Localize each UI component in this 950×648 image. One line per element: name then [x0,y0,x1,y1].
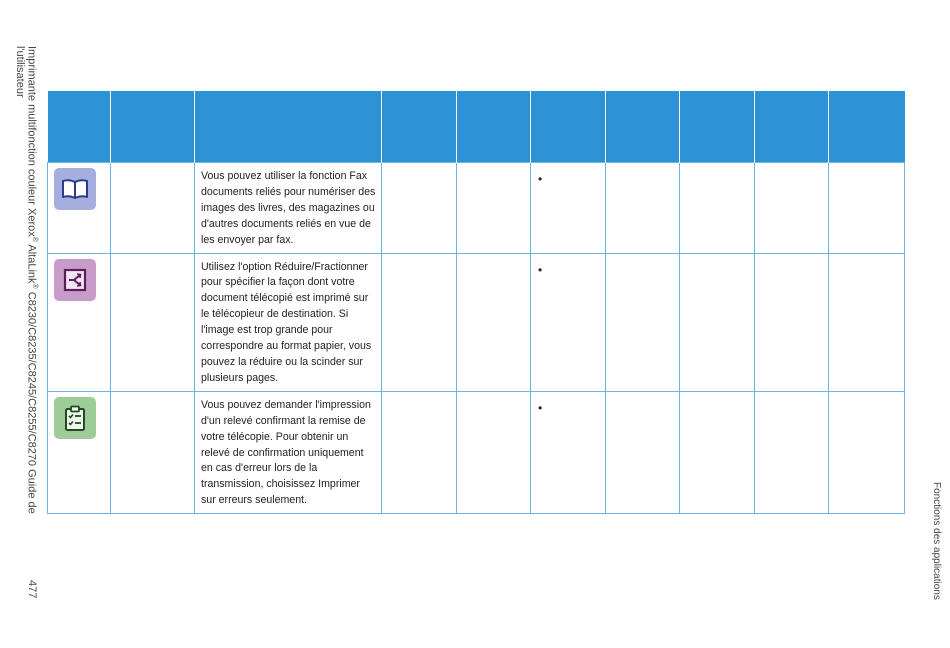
empty-cell [606,163,680,254]
empty-cell [680,253,755,391]
empty-cell [829,253,905,391]
empty-cell [606,253,680,391]
availability-bullet: • [531,391,606,513]
empty-cell [457,163,531,254]
empty-cell [680,163,755,254]
running-header [0,0,48,648]
feature-description: Vous pouvez demander l'impression d'un relevé confirmant la remise de votre télécopie. Pour obtenir un relevé de confirmation uniquement en cas d'erreur lors de la transmission, choisissez Imprimer sur erreurs seulement. [195,391,382,513]
empty-cell [457,253,531,391]
header-cell [606,91,680,163]
empty-cell [382,163,457,254]
empty-cell [457,391,531,513]
clipboard-checklist-icon [54,397,96,439]
empty-cell [755,391,829,513]
empty-cell [829,391,905,513]
icon-cell [48,163,111,254]
table-row [48,163,905,254]
availability-bullet: • [531,253,606,391]
empty-cell [755,253,829,391]
empty-cell [755,163,829,254]
table-row [48,391,905,513]
availability-bullet: • [531,163,606,254]
section-title: Fonctions des applications [931,482,942,600]
feature-description: Vous pouvez utiliser la fonction Fax documents reliés pour numériser des images des livres, des magazines ou d'autres documents reliés en vue de les envoyer par fax. [195,163,382,254]
icon-cell [48,253,111,391]
open-book-icon [54,168,96,210]
empty-cell [829,163,905,254]
empty-cell [111,163,195,254]
empty-cell [606,391,680,513]
header-cell [48,91,111,163]
header-cell [531,91,606,163]
reduce-split-icon [54,259,96,301]
header-cell [755,91,829,163]
empty-cell [382,391,457,513]
table-row [48,253,905,391]
empty-cell [680,391,755,513]
header-cell [111,91,195,163]
icon-cell [48,391,111,513]
empty-cell [111,391,195,513]
document-title-line2: l'utilisateur [14,46,26,98]
header-cell [680,91,755,163]
features-table [47,91,905,514]
empty-cell [111,253,195,391]
empty-cell [382,253,457,391]
header-cell [382,91,457,163]
document-title: Imprimante multifonction couleur Xerox® AltaLink® C8230/C8235/C8245/C8255/C8270 Guide de [25,46,38,514]
header-cell [457,91,531,163]
feature-description: Utilisez l'option Réduire/Fractionner pour spécifier la façon dont votre document télécopié est imprimé sur le télécopieur de destination. Si l'image est trop grande pour correspondre au format papier, vous pouvez la réduire ou la scinder sur plusieurs pages. [195,253,382,391]
table-header-row [48,91,905,163]
header-cell [195,91,382,163]
header-cell [829,91,905,163]
page-number: 477 [26,580,38,599]
